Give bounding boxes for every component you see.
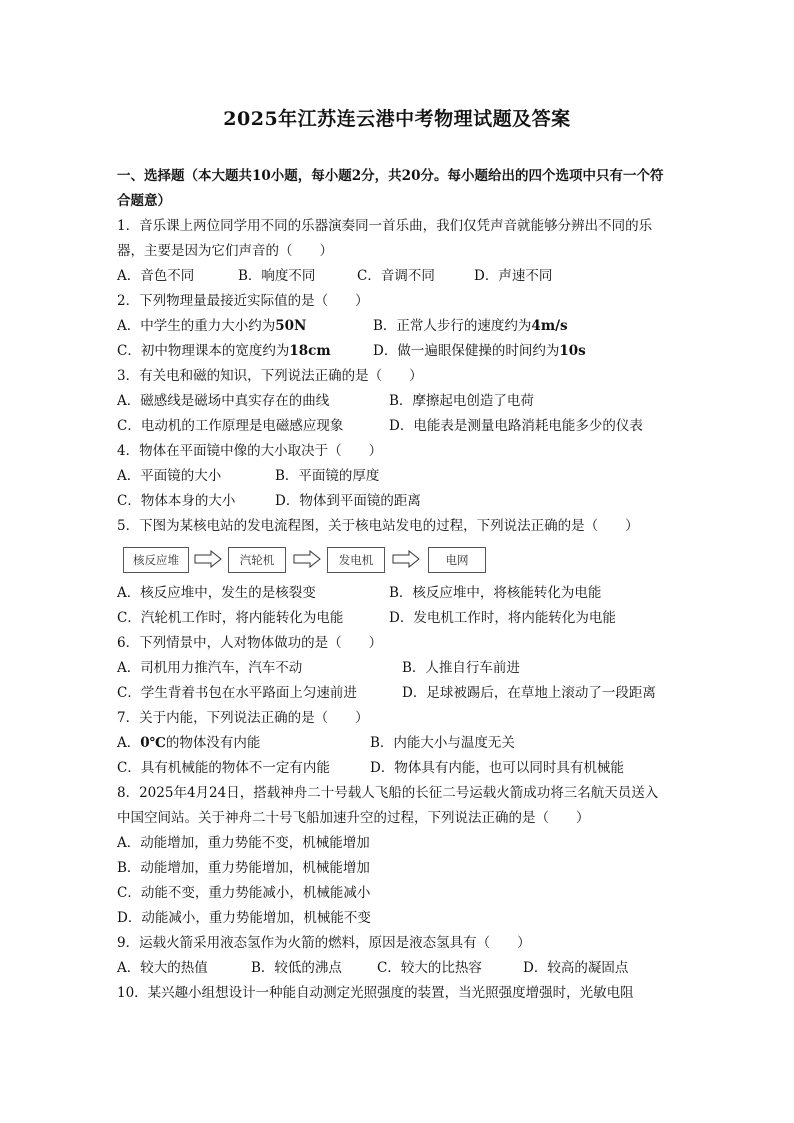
section-heading-line1: 一、选择题（本大题共10小题，每小题2分，共20分。每小题给出的四个选项中只有一个符 — [117, 168, 664, 184]
q5-stem: 5．下图为某核电站的发电流程图，关于核电站发电的过程，下列说法正确的是（ ） — [117, 518, 639, 534]
q5-option-a: A．核反应堆中，发生的是核裂变 — [117, 585, 316, 601]
q1-stem-line2: 器，主要是因为它们声音的（ ） — [117, 243, 333, 259]
q8-option-b: B．动能增加，重力势能增加，机械能增加 — [117, 860, 370, 876]
q2-option-d-text: D．做一遍眼保健操的时间约为 — [373, 343, 560, 359]
q7-stem: 7．关于内能，下列说法正确的是（ ） — [117, 710, 369, 726]
q6-option-b: B．人推自行车前进 — [402, 660, 520, 676]
q1-option-d: D．声速不同 — [474, 268, 553, 284]
q2-option-b-text: B．正常人步行的速度约为 — [373, 318, 532, 334]
section-heading-line2: 合题意） — [117, 193, 171, 209]
q4-option-a: A．平面镜的大小 — [117, 468, 222, 484]
q7-option-a-prefix: A． — [117, 735, 141, 751]
q8-stem-line2: 中国空间站。关于神舟二十号飞船加速升空的过程，下列说法正确的是（ ） — [117, 810, 590, 826]
q2-option-c — [117, 342, 331, 360]
flow-box-generator: 发电机 — [327, 547, 385, 573]
q2-option-c-text: C．初中物理课本的宽度约为 — [117, 343, 290, 359]
q6-option-d: D．足球被踢后，在草地上滚动了一段距离 — [402, 685, 656, 701]
q7-option-c: C．具有机械能的物体不一定有内能 — [117, 760, 330, 776]
q3-option-d: D．电能表是测量电路消耗电能多少的仪表 — [389, 418, 643, 434]
q2-option-d-value: 10s — [559, 343, 586, 359]
q3-option-a: A．磁感线是磁场中真实存在的曲线 — [117, 393, 330, 409]
q7-option-b: B．内能大小与温度无关 — [370, 735, 515, 751]
q5-option-d: D．发电机工作时，将内能转化为电能 — [389, 610, 616, 626]
q2-option-a-value: 50N — [275, 318, 307, 334]
q6-stem: 6．下列情景中，人对物体做功的是（ ） — [117, 635, 383, 651]
q7-option-d: D．物体具有内能，也可以同时具有机械能 — [370, 760, 624, 776]
q1-option-a: A．音色不同 — [117, 268, 195, 284]
q4-option-b: B．平面镜的厚度 — [275, 468, 380, 484]
q6-option-c: C．学生背着书包在水平路面上匀速前进 — [117, 685, 357, 701]
q10-stem: 10．某兴趣小组想设计一种能自动测定光照强度的装置，当光照强度增强时，光敏电阻 — [117, 985, 634, 1001]
flow-box-turbine: 汽轮机 — [228, 547, 286, 573]
q7-option-a-text: 的物体没有内能 — [165, 735, 261, 751]
flow-arrow-icon — [293, 550, 321, 568]
q9-option-d: D．较高的凝固点 — [523, 960, 629, 976]
q8-stem-line1: 8．2025年4月24日，搭载神舟二十号载人飞船的长征二号运载火箭成功将三名航天员送入 — [117, 785, 659, 801]
q5-option-c: C．汽轮机工作时，将内能转化为电能 — [117, 610, 344, 626]
q2-option-c-value: 18cm — [289, 343, 331, 359]
q2-option-d — [373, 342, 586, 360]
q4-stem: 4．物体在平面镜中像的大小取决于（ ） — [117, 443, 383, 459]
q9-option-c: C．较大的比热容 — [377, 960, 482, 976]
flow-arrow-icon — [194, 550, 222, 568]
flow-box-reactor: 核反应堆 — [123, 547, 189, 573]
q9-option-a: A．较大的热值 — [117, 960, 208, 976]
q1-option-c: C．音调不同 — [357, 268, 435, 284]
q8-option-c: C．动能不变，重力势能减小，机械能减小 — [117, 885, 371, 901]
q3-option-c: C．电动机的工作原理是电磁感应现象 — [117, 418, 344, 434]
q2-option-a-text: A．中学生的重力大小约为 — [117, 318, 276, 334]
q9-option-b: B．较低的沸点 — [251, 960, 342, 976]
q8-option-a: A．动能增加，重力势能不变，机械能增加 — [117, 835, 370, 851]
q7-option-a-value: 0℃ — [140, 735, 166, 751]
q5-option-b: B．核反应堆中，将核能转化为电能 — [389, 585, 602, 601]
nuclear-flow-diagram — [123, 544, 623, 574]
q4-option-c: C．物体本身的大小 — [117, 493, 236, 509]
q1-option-b: B．响度不同 — [238, 268, 316, 284]
q2-option-a — [117, 317, 306, 335]
q1-stem-line1: 1．音乐课上两位同学用不同的乐器演奏同一首乐曲，我们仅凭声音就能够分辨出不同的乐 — [117, 218, 653, 234]
q9-stem: 9．运载火箭采用液态氢作为火箭的燃料，原因是液态氢具有（ ） — [117, 935, 531, 951]
q4-option-d: D．物体到平面镜的距离 — [275, 493, 421, 509]
q3-option-b: B．摩擦起电创造了电荷 — [389, 393, 534, 409]
flow-box-grid: 电网 — [428, 547, 486, 573]
q2-option-b-value: 4m/s — [531, 318, 568, 334]
flow-arrow-icon — [392, 550, 420, 568]
q2-option-b — [373, 317, 568, 335]
q3-stem: 3．有关电和磁的知识，下列说法正确的是（ ） — [117, 368, 423, 384]
q7-option-a — [117, 734, 260, 752]
q8-option-d: D．动能减小，重力势能增加，机械能不变 — [117, 910, 371, 926]
q2-stem: 2．下列物理量最接近实际值的是（ ） — [117, 293, 369, 309]
q6-option-a: A．司机用力推汽车，汽车不动 — [117, 660, 303, 676]
page-title: 2025年江苏连云港中考物理试题及答案 — [223, 108, 571, 130]
